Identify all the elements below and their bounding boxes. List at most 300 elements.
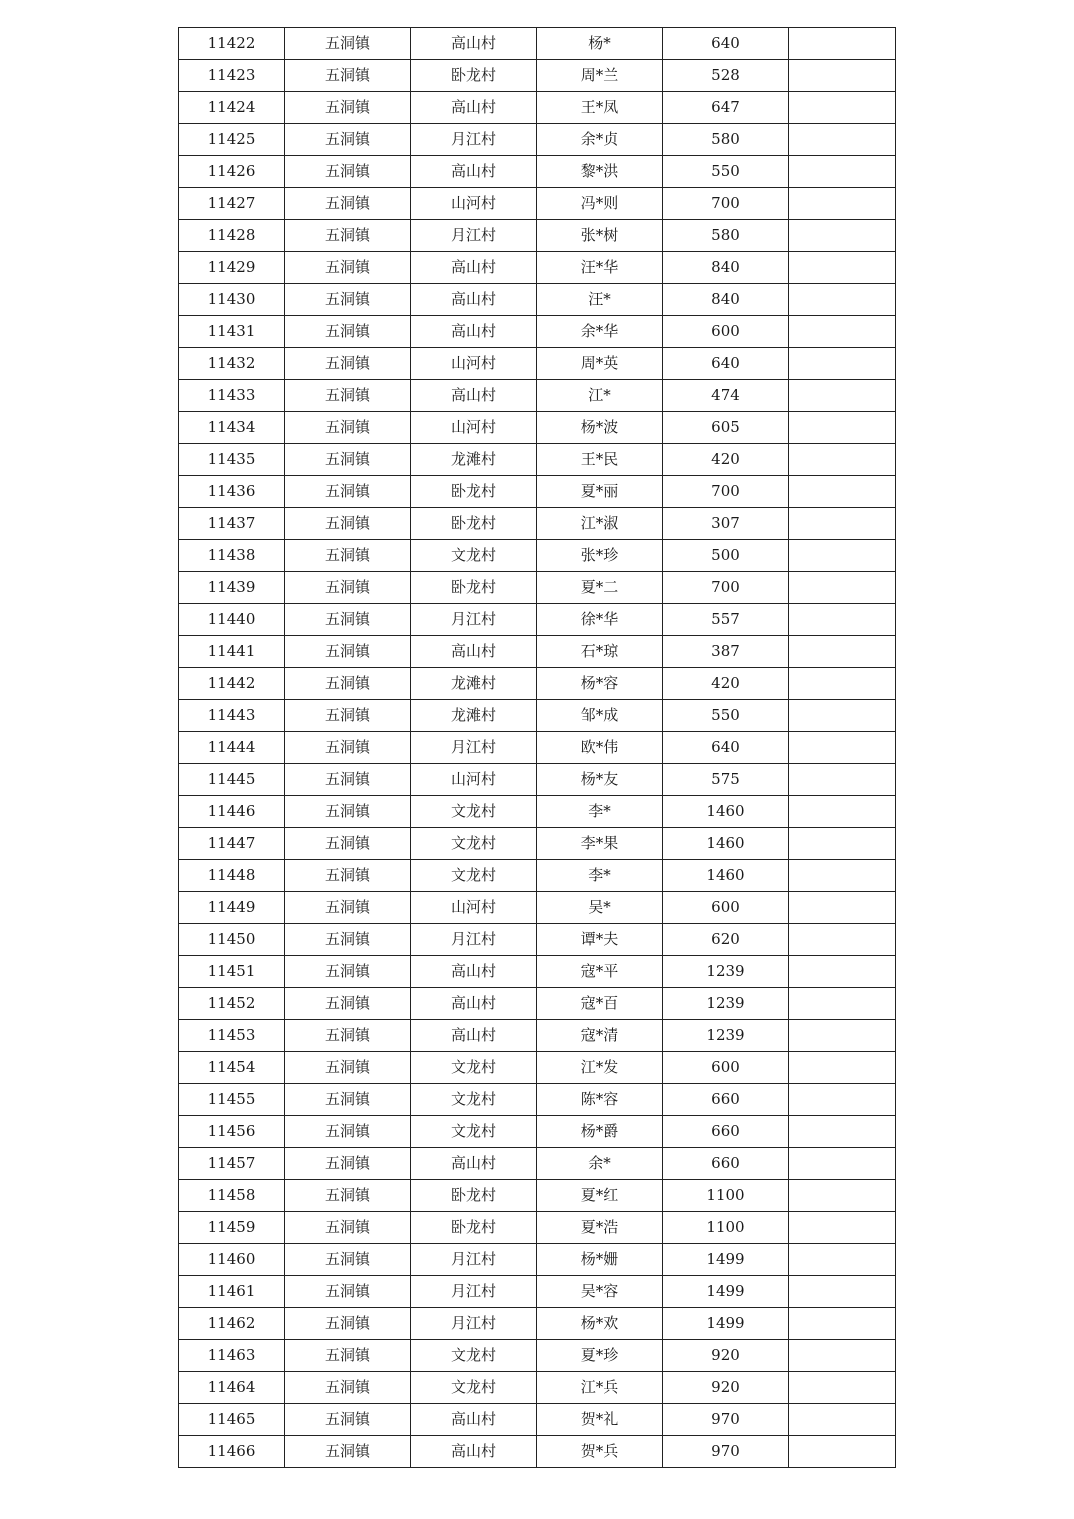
name-cell: 邹*成 — [537, 700, 663, 732]
town-cell: 五洞镇 — [285, 764, 411, 796]
table-row — [179, 572, 896, 604]
village-cell: 月江村 — [411, 1244, 537, 1276]
row-number-cell: 11443 — [179, 700, 285, 732]
row-number-cell: 11452 — [179, 988, 285, 1020]
row-number-cell: 11438 — [179, 540, 285, 572]
amount-cell: 1100 — [663, 1180, 789, 1212]
row-number-cell: 11437 — [179, 508, 285, 540]
town-cell: 五洞镇 — [285, 1404, 411, 1436]
table-row — [179, 1052, 896, 1084]
amount-cell: 1239 — [663, 988, 789, 1020]
row-number-cell: 11459 — [179, 1212, 285, 1244]
row-number-cell: 11423 — [179, 60, 285, 92]
amount-cell: 474 — [663, 380, 789, 412]
town-cell: 五洞镇 — [285, 572, 411, 604]
name-cell: 吴*容 — [537, 1276, 663, 1308]
row-number-cell: 11454 — [179, 1052, 285, 1084]
table-row — [179, 1436, 896, 1468]
amount-cell: 580 — [663, 220, 789, 252]
town-cell: 五洞镇 — [285, 956, 411, 988]
row-number-cell: 11439 — [179, 572, 285, 604]
village-cell: 文龙村 — [411, 1340, 537, 1372]
name-cell: 欧*伟 — [537, 732, 663, 764]
amount-cell: 640 — [663, 348, 789, 380]
note-cell — [789, 412, 896, 444]
note-cell — [789, 1084, 896, 1116]
village-cell: 月江村 — [411, 1308, 537, 1340]
note-cell — [789, 156, 896, 188]
note-cell — [789, 188, 896, 220]
village-cell: 高山村 — [411, 1020, 537, 1052]
name-cell: 吴* — [537, 892, 663, 924]
note-cell — [789, 1340, 896, 1372]
table-row — [179, 1116, 896, 1148]
village-cell: 高山村 — [411, 156, 537, 188]
name-cell: 杨*欢 — [537, 1308, 663, 1340]
town-cell: 五洞镇 — [285, 412, 411, 444]
village-cell: 高山村 — [411, 28, 537, 60]
row-number-cell: 11458 — [179, 1180, 285, 1212]
village-cell: 山河村 — [411, 188, 537, 220]
village-cell: 月江村 — [411, 924, 537, 956]
amount-cell: 1239 — [663, 1020, 789, 1052]
town-cell: 五洞镇 — [285, 924, 411, 956]
table-row — [179, 124, 896, 156]
town-cell: 五洞镇 — [285, 1020, 411, 1052]
row-number-cell: 11429 — [179, 252, 285, 284]
table-row — [179, 188, 896, 220]
table-row — [179, 828, 896, 860]
amount-cell: 307 — [663, 508, 789, 540]
table-row — [179, 28, 896, 60]
name-cell: 杨*友 — [537, 764, 663, 796]
row-number-cell: 11424 — [179, 92, 285, 124]
records-table — [178, 27, 896, 1468]
name-cell: 余*华 — [537, 316, 663, 348]
village-cell: 文龙村 — [411, 540, 537, 572]
note-cell — [789, 1276, 896, 1308]
amount-cell: 970 — [663, 1436, 789, 1468]
town-cell: 五洞镇 — [285, 1148, 411, 1180]
note-cell — [789, 1404, 896, 1436]
table-row — [179, 348, 896, 380]
town-cell: 五洞镇 — [285, 1084, 411, 1116]
table-row — [179, 860, 896, 892]
row-number-cell: 11455 — [179, 1084, 285, 1116]
note-cell — [789, 1372, 896, 1404]
town-cell: 五洞镇 — [285, 892, 411, 924]
amount-cell: 660 — [663, 1084, 789, 1116]
note-cell — [789, 604, 896, 636]
amount-cell: 920 — [663, 1340, 789, 1372]
table-row — [179, 476, 896, 508]
name-cell: 徐*华 — [537, 604, 663, 636]
name-cell: 杨*爵 — [537, 1116, 663, 1148]
town-cell: 五洞镇 — [285, 1180, 411, 1212]
town-cell: 五洞镇 — [285, 284, 411, 316]
amount-cell: 1239 — [663, 956, 789, 988]
note-cell — [789, 28, 896, 60]
amount-cell: 700 — [663, 188, 789, 220]
name-cell: 陈*容 — [537, 1084, 663, 1116]
village-cell: 文龙村 — [411, 828, 537, 860]
name-cell: 夏*珍 — [537, 1340, 663, 1372]
row-number-cell: 11462 — [179, 1308, 285, 1340]
name-cell: 张*珍 — [537, 540, 663, 572]
amount-cell: 575 — [663, 764, 789, 796]
row-number-cell: 11422 — [179, 28, 285, 60]
note-cell — [789, 956, 896, 988]
table-row — [179, 892, 896, 924]
town-cell: 五洞镇 — [285, 1372, 411, 1404]
town-cell: 五洞镇 — [285, 156, 411, 188]
town-cell: 五洞镇 — [285, 1436, 411, 1468]
table-row — [179, 1404, 896, 1436]
village-cell: 月江村 — [411, 124, 537, 156]
row-number-cell: 11444 — [179, 732, 285, 764]
name-cell: 夏*红 — [537, 1180, 663, 1212]
note-cell — [789, 700, 896, 732]
village-cell: 文龙村 — [411, 1372, 537, 1404]
name-cell: 王*民 — [537, 444, 663, 476]
amount-cell: 840 — [663, 284, 789, 316]
row-number-cell: 11466 — [179, 1436, 285, 1468]
table-row — [179, 956, 896, 988]
table-row — [179, 1308, 896, 1340]
note-cell — [789, 444, 896, 476]
note-cell — [789, 732, 896, 764]
table-row — [179, 1180, 896, 1212]
town-cell: 五洞镇 — [285, 1308, 411, 1340]
table-row — [179, 1244, 896, 1276]
table-row — [179, 1276, 896, 1308]
amount-cell: 620 — [663, 924, 789, 956]
amount-cell: 528 — [663, 60, 789, 92]
amount-cell: 420 — [663, 668, 789, 700]
amount-cell: 660 — [663, 1148, 789, 1180]
row-number-cell: 11461 — [179, 1276, 285, 1308]
note-cell — [789, 60, 896, 92]
note-cell — [789, 860, 896, 892]
town-cell: 五洞镇 — [285, 1052, 411, 1084]
row-number-cell: 11435 — [179, 444, 285, 476]
table-row — [179, 92, 896, 124]
name-cell: 江*兵 — [537, 1372, 663, 1404]
table-row — [179, 988, 896, 1020]
town-cell: 五洞镇 — [285, 1212, 411, 1244]
village-cell: 山河村 — [411, 892, 537, 924]
note-cell — [789, 764, 896, 796]
village-cell: 龙滩村 — [411, 700, 537, 732]
town-cell: 五洞镇 — [285, 828, 411, 860]
table-row — [179, 1084, 896, 1116]
village-cell: 文龙村 — [411, 1116, 537, 1148]
note-cell — [789, 124, 896, 156]
table-row — [179, 284, 896, 316]
table-row — [179, 220, 896, 252]
village-cell: 高山村 — [411, 1436, 537, 1468]
note-cell — [789, 476, 896, 508]
town-cell: 五洞镇 — [285, 316, 411, 348]
note-cell — [789, 284, 896, 316]
note-cell — [789, 508, 896, 540]
village-cell: 龙滩村 — [411, 668, 537, 700]
amount-cell: 550 — [663, 700, 789, 732]
table-row — [179, 764, 896, 796]
village-cell: 月江村 — [411, 604, 537, 636]
name-cell: 寇*百 — [537, 988, 663, 1020]
name-cell: 江*淑 — [537, 508, 663, 540]
village-cell: 文龙村 — [411, 1084, 537, 1116]
name-cell: 汪*华 — [537, 252, 663, 284]
town-cell: 五洞镇 — [285, 636, 411, 668]
table-row — [179, 508, 896, 540]
table-row — [179, 1020, 896, 1052]
table-row — [179, 60, 896, 92]
table-row — [179, 540, 896, 572]
village-cell: 高山村 — [411, 988, 537, 1020]
row-number-cell: 11446 — [179, 796, 285, 828]
amount-cell: 387 — [663, 636, 789, 668]
name-cell: 夏*二 — [537, 572, 663, 604]
amount-cell: 700 — [663, 476, 789, 508]
village-cell: 龙滩村 — [411, 444, 537, 476]
name-cell: 寇*清 — [537, 1020, 663, 1052]
name-cell: 冯*则 — [537, 188, 663, 220]
row-number-cell: 11448 — [179, 860, 285, 892]
row-number-cell: 11463 — [179, 1340, 285, 1372]
village-cell: 卧龙村 — [411, 1212, 537, 1244]
amount-cell: 605 — [663, 412, 789, 444]
row-number-cell: 11441 — [179, 636, 285, 668]
name-cell: 余* — [537, 1148, 663, 1180]
town-cell: 五洞镇 — [285, 92, 411, 124]
amount-cell: 1499 — [663, 1244, 789, 1276]
amount-cell: 557 — [663, 604, 789, 636]
table-row — [179, 796, 896, 828]
name-cell: 杨*姗 — [537, 1244, 663, 1276]
name-cell: 周*兰 — [537, 60, 663, 92]
note-cell — [789, 540, 896, 572]
records-table-body — [179, 28, 896, 1468]
row-number-cell: 11426 — [179, 156, 285, 188]
town-cell: 五洞镇 — [285, 188, 411, 220]
table-row — [179, 1340, 896, 1372]
row-number-cell: 11430 — [179, 284, 285, 316]
town-cell: 五洞镇 — [285, 60, 411, 92]
note-cell — [789, 1052, 896, 1084]
row-number-cell: 11460 — [179, 1244, 285, 1276]
town-cell: 五洞镇 — [285, 1340, 411, 1372]
village-cell: 山河村 — [411, 412, 537, 444]
note-cell — [789, 380, 896, 412]
row-number-cell: 11464 — [179, 1372, 285, 1404]
note-cell — [789, 668, 896, 700]
town-cell: 五洞镇 — [285, 252, 411, 284]
village-cell: 月江村 — [411, 732, 537, 764]
town-cell: 五洞镇 — [285, 444, 411, 476]
name-cell: 寇*平 — [537, 956, 663, 988]
name-cell: 江* — [537, 380, 663, 412]
table-row — [179, 1212, 896, 1244]
name-cell: 杨* — [537, 28, 663, 60]
table-row — [179, 924, 896, 956]
name-cell: 贺*礼 — [537, 1404, 663, 1436]
amount-cell: 1460 — [663, 860, 789, 892]
name-cell: 王*凤 — [537, 92, 663, 124]
name-cell: 杨*波 — [537, 412, 663, 444]
note-cell — [789, 796, 896, 828]
name-cell: 夏*浩 — [537, 1212, 663, 1244]
amount-cell: 660 — [663, 1116, 789, 1148]
village-cell: 卧龙村 — [411, 60, 537, 92]
amount-cell: 600 — [663, 1052, 789, 1084]
name-cell: 余*贞 — [537, 124, 663, 156]
name-cell: 江*发 — [537, 1052, 663, 1084]
row-number-cell: 11453 — [179, 1020, 285, 1052]
village-cell: 卧龙村 — [411, 476, 537, 508]
note-cell — [789, 1436, 896, 1468]
name-cell: 李* — [537, 860, 663, 892]
row-number-cell: 11425 — [179, 124, 285, 156]
amount-cell: 700 — [663, 572, 789, 604]
note-cell — [789, 636, 896, 668]
note-cell — [789, 1180, 896, 1212]
village-cell: 卧龙村 — [411, 1180, 537, 1212]
note-cell — [789, 1308, 896, 1340]
table-row — [179, 1372, 896, 1404]
amount-cell: 1499 — [663, 1308, 789, 1340]
name-cell: 黎*洪 — [537, 156, 663, 188]
table-row — [179, 636, 896, 668]
village-cell: 卧龙村 — [411, 572, 537, 604]
town-cell: 五洞镇 — [285, 220, 411, 252]
name-cell: 夏*丽 — [537, 476, 663, 508]
town-cell: 五洞镇 — [285, 508, 411, 540]
amount-cell: 640 — [663, 28, 789, 60]
row-number-cell: 11447 — [179, 828, 285, 860]
table-row — [179, 412, 896, 444]
table-row — [179, 316, 896, 348]
row-number-cell: 11427 — [179, 188, 285, 220]
town-cell: 五洞镇 — [285, 124, 411, 156]
name-cell: 谭*夫 — [537, 924, 663, 956]
note-cell — [789, 988, 896, 1020]
village-cell: 山河村 — [411, 348, 537, 380]
town-cell: 五洞镇 — [285, 1276, 411, 1308]
table-row — [179, 668, 896, 700]
town-cell: 五洞镇 — [285, 1244, 411, 1276]
village-cell: 文龙村 — [411, 860, 537, 892]
name-cell: 贺*兵 — [537, 1436, 663, 1468]
amount-cell: 600 — [663, 892, 789, 924]
row-number-cell: 11442 — [179, 668, 285, 700]
note-cell — [789, 348, 896, 380]
village-cell: 高山村 — [411, 316, 537, 348]
town-cell: 五洞镇 — [285, 700, 411, 732]
village-cell: 高山村 — [411, 252, 537, 284]
amount-cell: 420 — [663, 444, 789, 476]
name-cell: 汪* — [537, 284, 663, 316]
row-number-cell: 11434 — [179, 412, 285, 444]
table-row — [179, 700, 896, 732]
note-cell — [789, 1116, 896, 1148]
village-cell: 文龙村 — [411, 1052, 537, 1084]
table-row — [179, 380, 896, 412]
amount-cell: 580 — [663, 124, 789, 156]
row-number-cell: 11436 — [179, 476, 285, 508]
village-cell: 月江村 — [411, 1276, 537, 1308]
note-cell — [789, 92, 896, 124]
amount-cell: 640 — [663, 732, 789, 764]
town-cell: 五洞镇 — [285, 1116, 411, 1148]
amount-cell: 840 — [663, 252, 789, 284]
row-number-cell: 11449 — [179, 892, 285, 924]
town-cell: 五洞镇 — [285, 380, 411, 412]
name-cell: 李*果 — [537, 828, 663, 860]
table-row — [179, 156, 896, 188]
amount-cell: 1499 — [663, 1276, 789, 1308]
town-cell: 五洞镇 — [285, 28, 411, 60]
village-cell: 高山村 — [411, 636, 537, 668]
row-number-cell: 11428 — [179, 220, 285, 252]
row-number-cell: 11440 — [179, 604, 285, 636]
amount-cell: 920 — [663, 1372, 789, 1404]
row-number-cell: 11451 — [179, 956, 285, 988]
table-row — [179, 732, 896, 764]
name-cell: 石*琼 — [537, 636, 663, 668]
table-row — [179, 1148, 896, 1180]
amount-cell: 550 — [663, 156, 789, 188]
note-cell — [789, 924, 896, 956]
row-number-cell: 11450 — [179, 924, 285, 956]
village-cell: 山河村 — [411, 764, 537, 796]
row-number-cell: 11457 — [179, 1148, 285, 1180]
table-row — [179, 252, 896, 284]
town-cell: 五洞镇 — [285, 796, 411, 828]
amount-cell: 600 — [663, 316, 789, 348]
town-cell: 五洞镇 — [285, 668, 411, 700]
village-cell: 高山村 — [411, 92, 537, 124]
town-cell: 五洞镇 — [285, 540, 411, 572]
note-cell — [789, 892, 896, 924]
table-row — [179, 444, 896, 476]
row-number-cell: 11433 — [179, 380, 285, 412]
row-number-cell: 11465 — [179, 1404, 285, 1436]
row-number-cell: 11445 — [179, 764, 285, 796]
amount-cell: 970 — [663, 1404, 789, 1436]
village-cell: 月江村 — [411, 220, 537, 252]
note-cell — [789, 316, 896, 348]
town-cell: 五洞镇 — [285, 604, 411, 636]
amount-cell: 500 — [663, 540, 789, 572]
town-cell: 五洞镇 — [285, 348, 411, 380]
village-cell: 高山村 — [411, 380, 537, 412]
note-cell — [789, 1020, 896, 1052]
town-cell: 五洞镇 — [285, 860, 411, 892]
amount-cell: 1100 — [663, 1212, 789, 1244]
note-cell — [789, 1148, 896, 1180]
village-cell: 文龙村 — [411, 796, 537, 828]
note-cell — [789, 572, 896, 604]
village-cell: 卧龙村 — [411, 508, 537, 540]
amount-cell: 1460 — [663, 796, 789, 828]
note-cell — [789, 1212, 896, 1244]
name-cell: 周*英 — [537, 348, 663, 380]
town-cell: 五洞镇 — [285, 476, 411, 508]
town-cell: 五洞镇 — [285, 732, 411, 764]
amount-cell: 647 — [663, 92, 789, 124]
